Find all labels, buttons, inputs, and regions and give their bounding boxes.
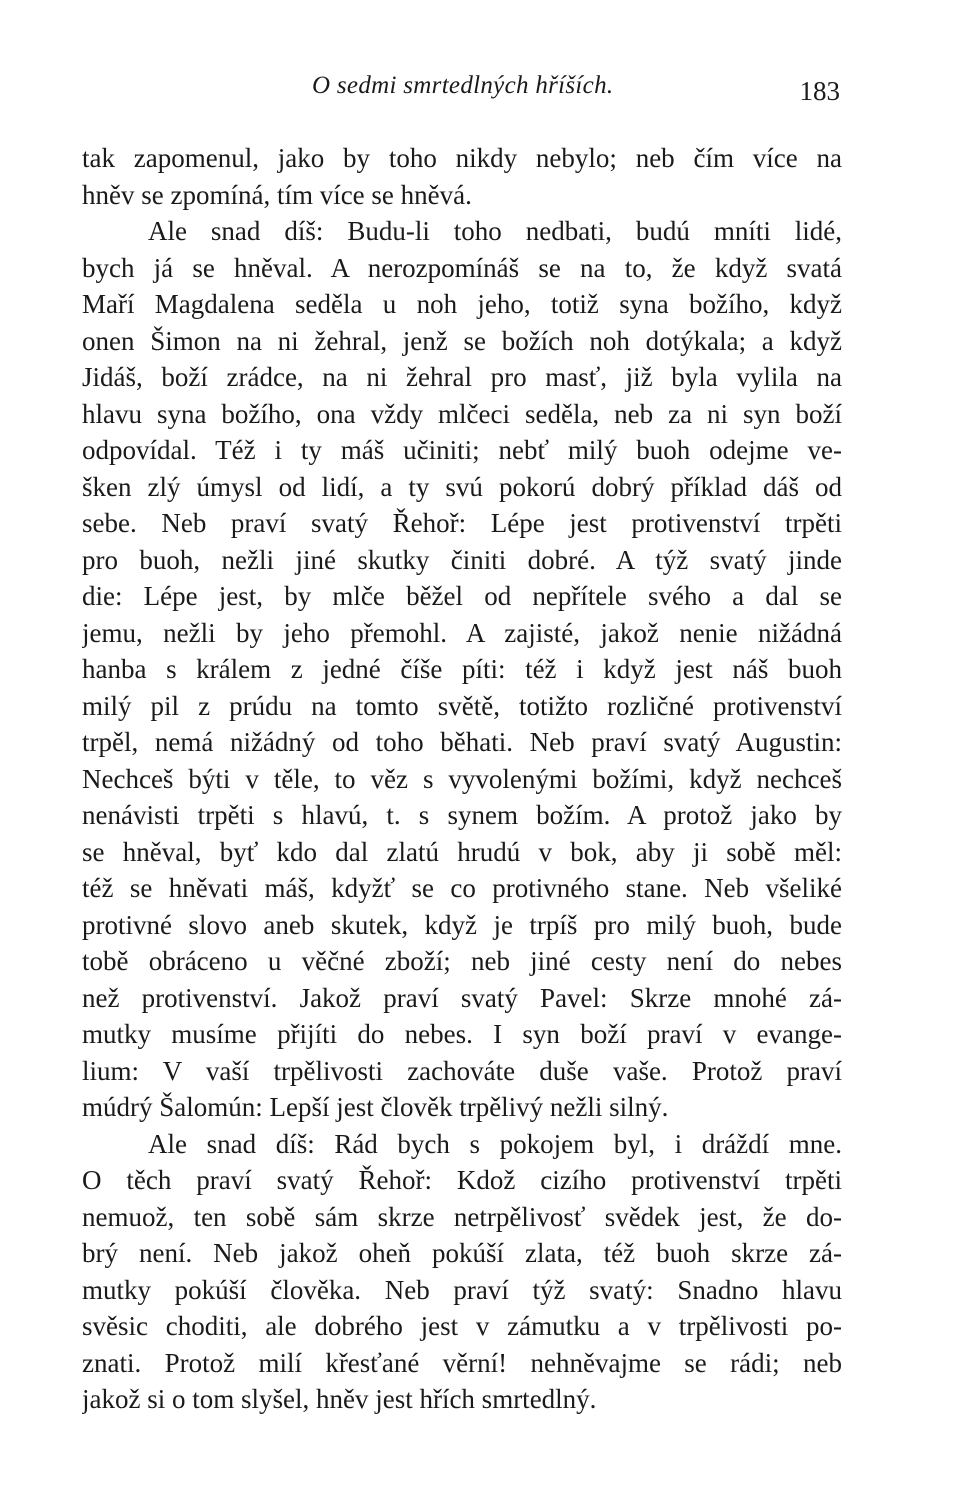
text-line: bych já se hněval. A nerozpomínáš se na to, že když svatá <box>82 252 842 283</box>
text-line: tobě obráceno u věčné zboží; neb jiné cesty není do nebes <box>82 946 842 976</box>
page-number: 183 <box>799 76 840 106</box>
text-line: než protivenství. Jakož praví svatý Pavel: Skrze mnohé zá- <box>82 982 842 1013</box>
text-line: milý pil z prúdu na tomto světě, totižto rozličné protivenství <box>82 690 842 721</box>
text-line: šken zlý úmysl od lidí, a ty svú pokorú dobrý příklad dáš od <box>82 471 842 502</box>
text-line: se hněval, byť kdo dal zlatú hrudú v bok, aby ji sobě měl: <box>82 836 842 867</box>
text-line: Nechceš býti v těle, to věz s vyvolenými božími, když nechceš <box>82 763 842 794</box>
text-line: lium: V vaší trpělivosti zachováte duše vaše. Protož praví <box>82 1055 842 1086</box>
text-line: Jidáš, boží zrádce, na ni žehral pro masť, již byla vylila na <box>82 362 842 392</box>
text-line: hlavu syna božího, ona vždy mlčeci seděla, neb za ni syn boží <box>82 398 842 429</box>
text-line: sebe. Neb praví svatý Řehoř: Lépe jest protivenství trpěti <box>82 508 842 538</box>
body-text <box>82 140 842 1418</box>
text-line: hanba s králem z jedné číše píti: též i když jest náš buoh <box>82 654 842 684</box>
text-line: onen Šimon na ni žehral, jenž se božích noh dotýkala; a když <box>82 325 842 356</box>
text-line: mutky pokúší člověka. Neb praví týž svatý: Snadno hlavu <box>82 1274 842 1305</box>
text-line: tak zapomenul, jako by toho nikdy nebylo; neb čím více na <box>82 143 842 173</box>
text-line: svěsic choditi, ale dobrého jest v zámutku a v trpělivosti po- <box>82 1311 842 1341</box>
text-line: pro buoh, nežli jiné skutky činiti dobré. A týž svatý jinde <box>82 544 842 575</box>
text-line: die: Lépe jest, by mlče běžel od nepřítele svého a dal se <box>82 581 842 611</box>
text-line: jakož si o tom slyšel, hněv jest hřích smrtedlný. <box>82 1384 597 1414</box>
text-line: nemuož, ten sobě sám skrze netrpělivosť svědek jest, že do- <box>82 1201 842 1232</box>
text-line: odpovídal. Též i ty máš učiniti; nebť milý buoh odejme ve- <box>82 435 842 465</box>
text-line: O těch praví svatý Řehoř: Kdož cizího protivenství trpěti <box>82 1165 842 1195</box>
text-line: hněv se zpomíná, tím více se hněvá. <box>82 179 472 210</box>
text-line: Ale snad díš: Rád bych s pokojem byl, i dráždí mne. <box>148 1128 842 1159</box>
running-title: O sedmi smrtedlných hříších. <box>312 72 614 99</box>
page-header <box>80 72 840 112</box>
text-line: též se hněvati máš, kdyžť se co protivného stane. Neb všeliké <box>82 873 842 903</box>
text-line: znati. Protož milí křesťané věrní! nehněvajme se rádi; neb <box>82 1347 842 1378</box>
text-line: Ale snad díš: Budu-li toho nedbati, budú mníti lidé, <box>148 216 842 246</box>
text-line: brý není. Neb jakož oheň pokúší zlata, též buoh skrze zá- <box>82 1238 842 1268</box>
text-line: protivné slovo aneb skutek, když je trpíš pro milý buoh, bude <box>82 909 842 940</box>
text-line: trpěl, nemá nižádný od toho běhati. Neb praví svatý Augustin: <box>82 727 842 757</box>
text-line: múdrý Šalomún: Lepší jest člověk trpělivý nežli silný. <box>82 1092 669 1122</box>
text-line: Maří Magdalena seděla u noh jeho, totiž syna božího, když <box>82 289 842 319</box>
text-line: nenávisti trpěti s hlavú, t. s synem božím. A protož jako by <box>82 800 842 830</box>
text-line: mutky musíme přijíti do nebes. I syn boží praví v evange- <box>82 1019 842 1049</box>
text-line: jemu, nežli by jeho přemohl. A zajisté, jakož nenie nižádná <box>82 617 842 648</box>
